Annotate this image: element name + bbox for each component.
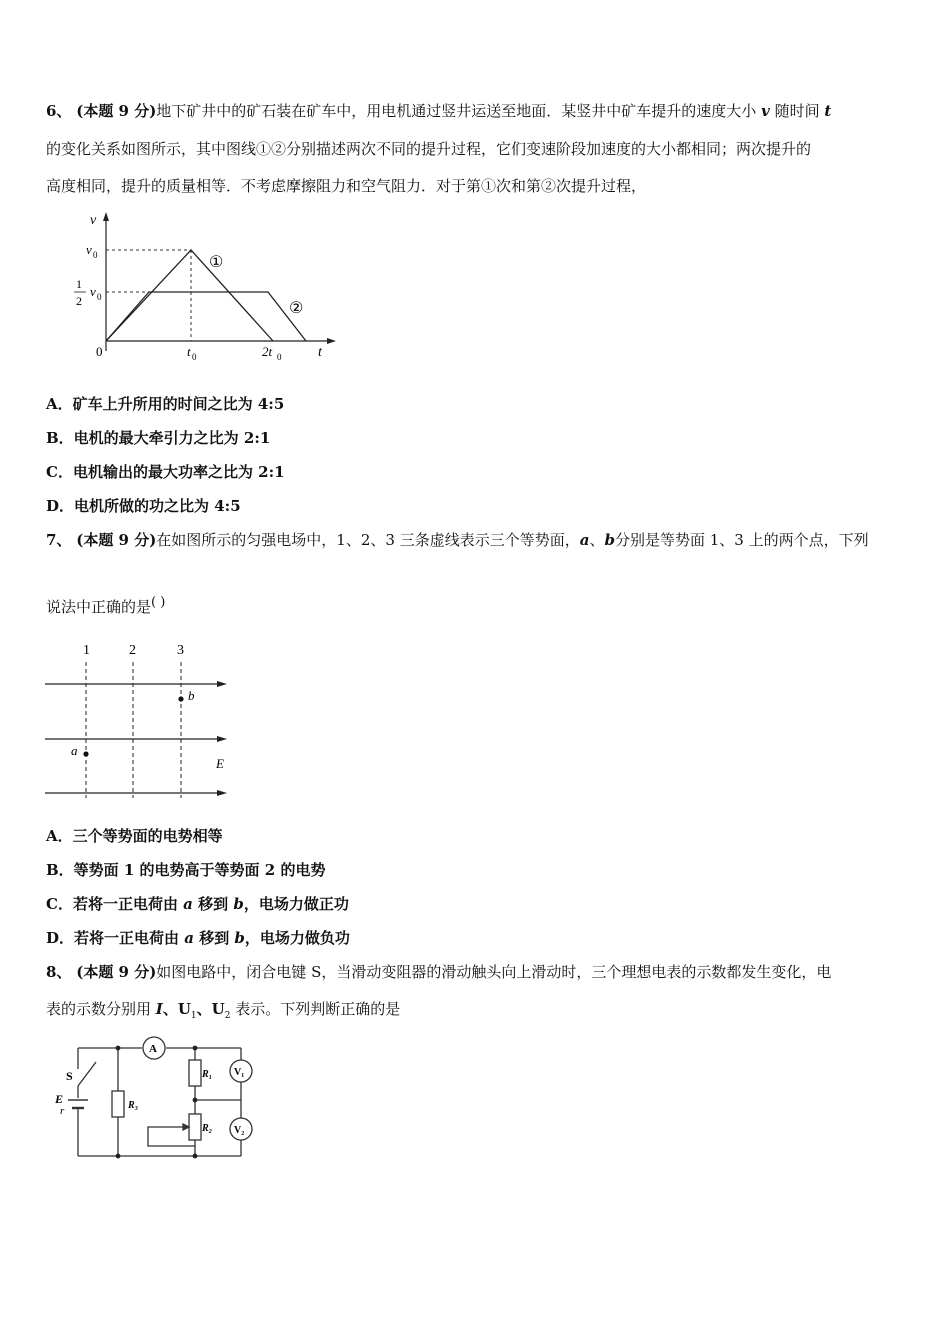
q7-label-3: 3: [177, 643, 184, 658]
q8-node: [116, 1046, 121, 1051]
q6-stem-line-3: 高度相同，提升的质量相等．不考虑摩擦阻力和空气阻力．对于第①次和第②次提升过程，: [46, 177, 647, 195]
q7-option-c-post: ，电场力做正功: [243, 895, 349, 913]
q7-option-d: [46, 927, 350, 949]
q7-option-d-mid: 移到: [193, 929, 235, 947]
q6-velocity-time-graph: [46, 206, 346, 371]
q8-resistor-r1: [189, 1060, 201, 1086]
q7-point-a: a: [579, 531, 590, 549]
q7-dot-a: [83, 751, 88, 756]
q8-node: [193, 1154, 198, 1159]
q8-stem-text-1: 如图电路中，闭合电键 S，当滑动变阻器的滑动触头向上滑动时，三个理想电表的示数都发生变化，电: [156, 963, 832, 981]
q7-stem-line-2: [46, 592, 165, 618]
q8-label-R3: R₃: [128, 1100, 139, 1111]
q6-option-d: D．电机所做的功之比为 4:5: [46, 497, 241, 515]
q6-label-origin: 0: [96, 344, 103, 359]
q7-option-d-a: a: [184, 929, 194, 947]
q8-node: [193, 1098, 198, 1103]
q7-option-b: B．等势面 1 的电势高于等势面 2 的电势: [46, 861, 326, 879]
q6-label-t0-sub: 0: [192, 352, 197, 362]
q7-answer-paren: ( ): [151, 595, 166, 610]
q6-label-v: v: [90, 213, 97, 228]
q6-label-2t0: 2t: [262, 344, 273, 359]
q6-score-tag: (本题 9 分): [76, 102, 157, 120]
q6-var-t: t: [824, 102, 832, 120]
q6-label-curve-1: ①: [209, 254, 224, 271]
q7-stem-text-2: 说法中正确的是: [46, 598, 152, 616]
q7-label-1: 1: [83, 643, 90, 658]
q7-field-arrow-3: [217, 790, 227, 796]
q6-option-b: B．电机的最大牵引力之比为 2:1: [46, 429, 271, 447]
q6-label-curve-2: ②: [289, 300, 304, 317]
q7-point-b: b: [604, 531, 615, 549]
q6-number: 6、: [46, 102, 72, 120]
q8-var-I: I: [155, 1000, 163, 1018]
q7-field-diagram: [40, 636, 240, 806]
q7-option-a: A．三个等势面的电势相等: [46, 827, 223, 845]
q6-label-t: t: [318, 345, 322, 360]
q6-option-a: A．矿车上升所用的时间之比为 4:5: [46, 395, 285, 413]
q8-stem-text-2c: 、U: [196, 1000, 225, 1018]
q7-option-c-b: b: [233, 895, 244, 913]
q8-stem-line-1: [46, 961, 831, 983]
q8-label-V1: V₁: [234, 1067, 245, 1078]
q6-label-2t0-sub: 0: [277, 352, 282, 362]
q8-stem-text-2a: 表的示数分别用: [46, 1000, 156, 1018]
q6-stem-text-1b: 随时间: [774, 102, 820, 120]
q6-label-half-num: 1: [76, 277, 82, 291]
q7-label-b: b: [188, 688, 195, 703]
q8-label-S: S: [66, 1069, 73, 1083]
q6-label-t0: t: [187, 344, 191, 359]
q8-node: [193, 1046, 198, 1051]
q7-option-c: [46, 893, 349, 915]
q6-var-v: v: [761, 102, 770, 120]
q6-stem-text-1a: 地下矿井中的矿石装在矿车中，用电机通过竖井运送至地面．某竖井中矿车提升的速度大小: [156, 102, 757, 120]
q8-switch-s: [78, 1062, 96, 1086]
q7-label-E: E: [216, 756, 224, 771]
q7-option-d-b: b: [234, 929, 245, 947]
q8-label-R2: R₂: [202, 1123, 213, 1134]
q7-option-c-mid: 移到: [192, 895, 234, 913]
q8-circuit-diagram: [52, 1034, 262, 1164]
q7-number: 7、: [46, 531, 72, 549]
q7-option-d-post: ，电场力做负功: [244, 929, 350, 947]
q7-field-arrow-1: [217, 681, 227, 687]
q7-stem-text-a: 在如图所示的匀强电场中，1、2、3 三条虚线表示三个等势面，: [156, 531, 580, 549]
q6-label-half-den: 2: [76, 294, 82, 308]
q8-score-tag: (本题 9 分): [76, 963, 157, 981]
q8-stem-text-2d: 表示。下列判断正确的是: [230, 1000, 401, 1018]
q8-label-A: A: [149, 1043, 157, 1055]
q7-sep: 、: [589, 531, 605, 549]
q8-stem-line-2: [46, 998, 400, 1027]
q8-resistor-r3: [112, 1091, 124, 1117]
q7-label-2: 2: [129, 643, 136, 658]
q7-label-a: a: [71, 743, 78, 758]
q7-dot-b: [178, 696, 183, 701]
q7-score-tag: (本题 9 分): [76, 531, 157, 549]
q8-stem-text-2b: 、U: [162, 1000, 191, 1018]
q8-label-V2: V₂: [234, 1125, 245, 1136]
q7-option-c-pre: C．若将一正电荷由: [46, 895, 184, 913]
q6-option-c: C．电机输出的最大功率之比为 2:1: [46, 463, 285, 481]
q7-option-c-a: a: [183, 895, 193, 913]
q7-stem-line-1: [46, 529, 869, 551]
q8-label-r: r: [60, 1105, 65, 1117]
q6-label-v0: v: [86, 242, 92, 257]
q8-label-R1: R₁: [202, 1069, 213, 1080]
q7-field-arrow-2: [217, 736, 227, 742]
q8-sub-1: 1: [190, 1011, 197, 1021]
q8-label-E: E: [55, 1092, 64, 1106]
q6-stem-line-1: [46, 100, 831, 122]
q6-stem-line-2: 的变化关系如图所示，其中图线①②分别描述两次不同的提升过程，它们变速阶段加速度的大小都相同；两次提升的: [46, 140, 812, 158]
q8-rheostat-r2: [189, 1114, 201, 1140]
q6-label-half-sub: 0: [97, 292, 102, 302]
q6-label-v0-sub: 0: [93, 250, 98, 260]
q8-sub-2: 2: [224, 1011, 231, 1021]
q7-stem-text-b: 分别是等势面 1、3 上的两个点，下列: [614, 531, 869, 549]
q8-number: 8、: [46, 963, 72, 981]
q8-node: [116, 1154, 121, 1159]
q7-option-d-pre: D．若将一正电荷由: [46, 929, 185, 947]
q6-label-half-v: v: [90, 284, 96, 299]
